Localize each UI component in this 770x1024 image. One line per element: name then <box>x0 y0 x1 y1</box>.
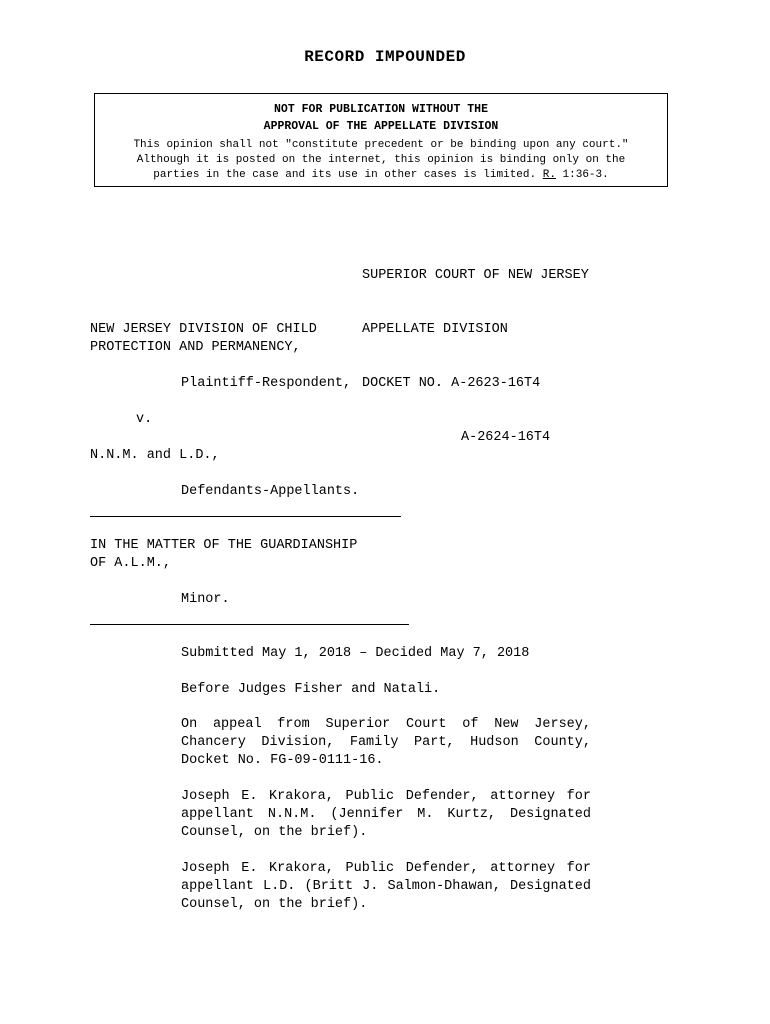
defendants-role: Defendants-Appellants. <box>181 484 360 499</box>
publication-notice-box <box>94 93 668 187</box>
judges-line: Before Judges Fisher and Natali. <box>181 682 441 697</box>
notice-body-line3 <box>95 168 667 183</box>
notice-heading <box>95 101 667 135</box>
notice-body-line3-text: parties in the case and its use in other cases is limited. <box>153 169 543 181</box>
matter-line1: IN THE MATTER OF THE GUARDIANSHIP <box>90 538 358 553</box>
docket-number-second: A-2624-16T4 <box>461 430 551 445</box>
counsel-paragraph-1: Joseph E. Krakora, Public Defender, attorney for appellant N.N.M. (Jennifer M. Kurtz, Designated Counsel, on the brief). <box>181 789 591 840</box>
matter-line2: OF A.L.M., <box>90 556 172 571</box>
plaintiff-role: Plaintiff-Respondent, <box>181 376 352 391</box>
counsel-paragraph-2: Joseph E. Krakora, Public Defender, attorney for appellant L.D. (Britt J. Salmon-Dhawan, Designated Counsel, on the brief). <box>181 861 591 912</box>
notice-body <box>95 138 667 183</box>
record-impounded-title: RECORD IMPOUNDED <box>304 48 466 66</box>
docket-number: DOCKET NO. A-2623-16T4 <box>362 376 541 391</box>
versus-label: v. <box>136 412 153 427</box>
notice-body-line3-end: 1:36-3. <box>555 169 609 181</box>
plaintiff-name-line2: PROTECTION AND PERMANENCY, <box>90 340 301 355</box>
minor-role: Minor. <box>181 592 230 607</box>
court-info-block <box>362 231 589 483</box>
court-rule-reference: R. <box>542 169 556 181</box>
appeal-paragraph: On appeal from Superior Court of New Jersey, Chancery Division, Family Part, Hudson County, Docket No. FG-09-0111-16. <box>181 717 591 768</box>
court-name: SUPERIOR COURT OF NEW JERSEY <box>362 268 589 283</box>
notice-body-line2: Although it is posted on the internet, this opinion is binding only on the <box>136 154 626 166</box>
notice-heading-line1: NOT FOR PUBLICATION WITHOUT THE <box>274 103 488 116</box>
submitted-decided-line: Submitted May 1, 2018 – Decided May 7, 2018 <box>181 646 530 661</box>
defendants-names: N.N.M. and L.D., <box>90 448 220 463</box>
plaintiff-name-line1: NEW JERSEY DIVISION OF CHILD <box>90 322 317 337</box>
court-division: APPELLATE DIVISION <box>362 322 508 337</box>
caption-divider-1 <box>90 516 401 517</box>
notice-heading-line2: APPROVAL OF THE APPELLATE DIVISION <box>263 120 499 133</box>
caption-divider-2 <box>90 624 409 625</box>
notice-body-line1: This opinion shall not "constitute precedent or be binding upon any court." <box>133 139 629 151</box>
